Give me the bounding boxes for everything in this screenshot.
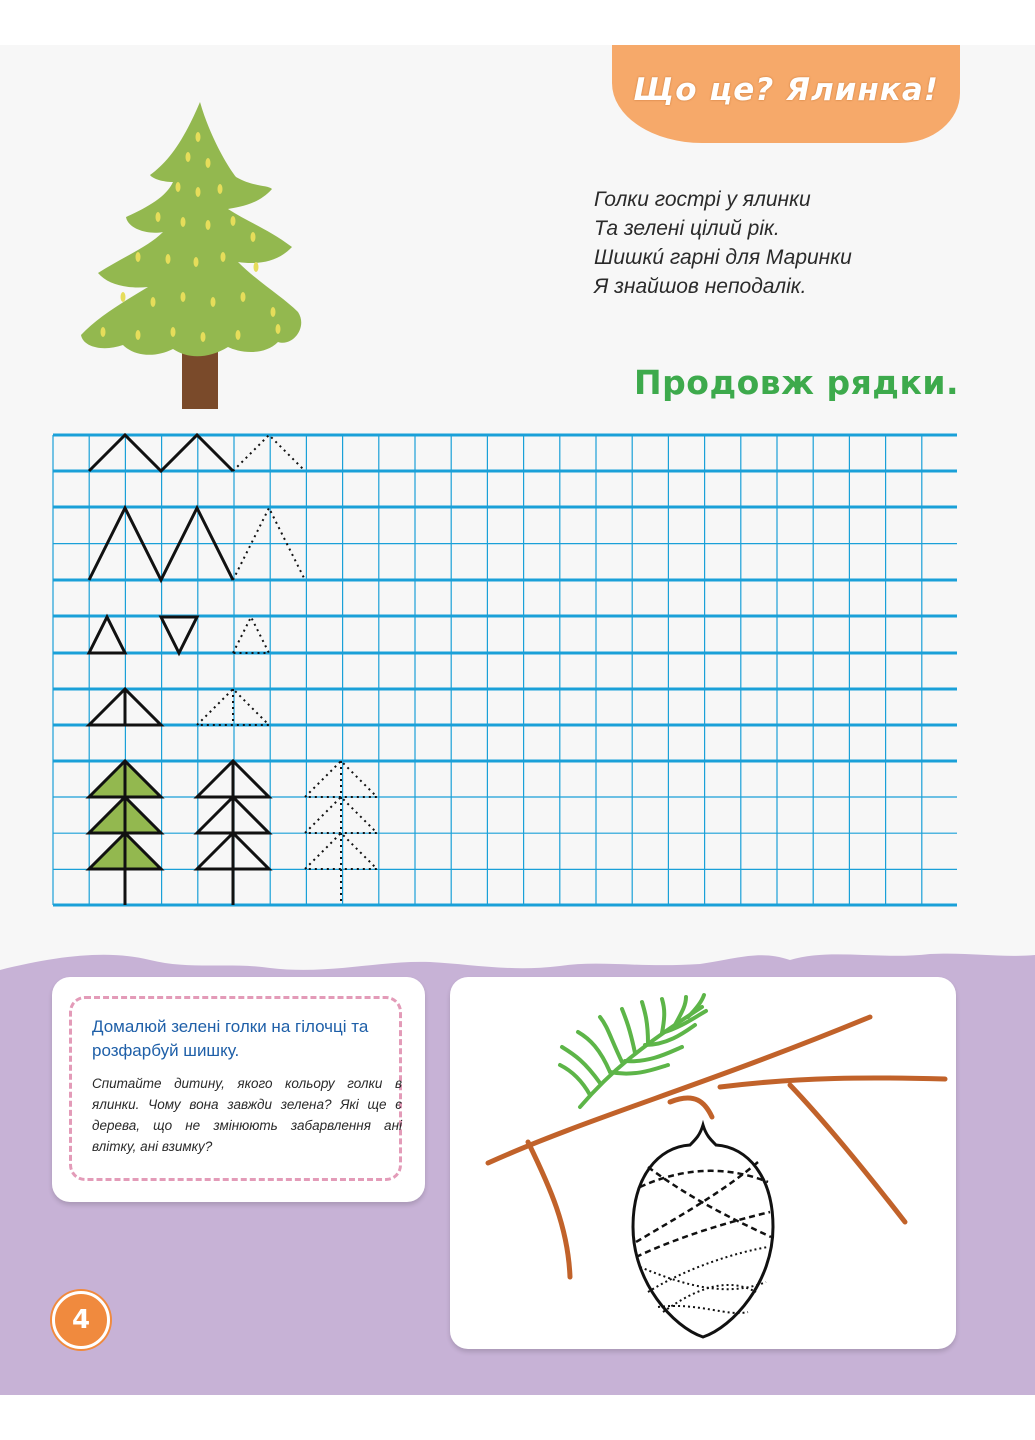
poem-line: Та зелені цілий рік. [594,217,780,240]
poem-line: Голки гострі у ялинки [594,188,811,211]
tracing-grid[interactable] [0,45,1035,945]
poem-line: Шишкú гарні для Маринки [594,246,852,269]
workbook-page [0,45,1035,1395]
page-number: 4 [52,1291,110,1349]
task-card [52,977,425,1202]
pattern-row-4 [89,689,269,725]
pattern-row-1 [89,435,305,471]
page-title: Що це? Ялинка! [633,72,939,108]
parent-note: Спитайте дитину, якого кольору голки в ялинки. Чому вона завжди зелена? Які ще є дерева, що не змінюють забарвлення ані влітку, ані взимку? [92,1076,402,1154]
exercise-instruction: Продовж рядки. [634,363,959,402]
pattern-row-3 [89,617,269,653]
drawing-card[interactable] [450,977,956,1349]
task-text: Домалюй зелені голки на гілочці та розфарбуй шишку. [92,1017,369,1060]
pine-cone-icon [628,1117,778,1347]
pattern-row-5 [89,761,377,905]
poem-line: Я знайшов неподалік. [594,275,807,298]
